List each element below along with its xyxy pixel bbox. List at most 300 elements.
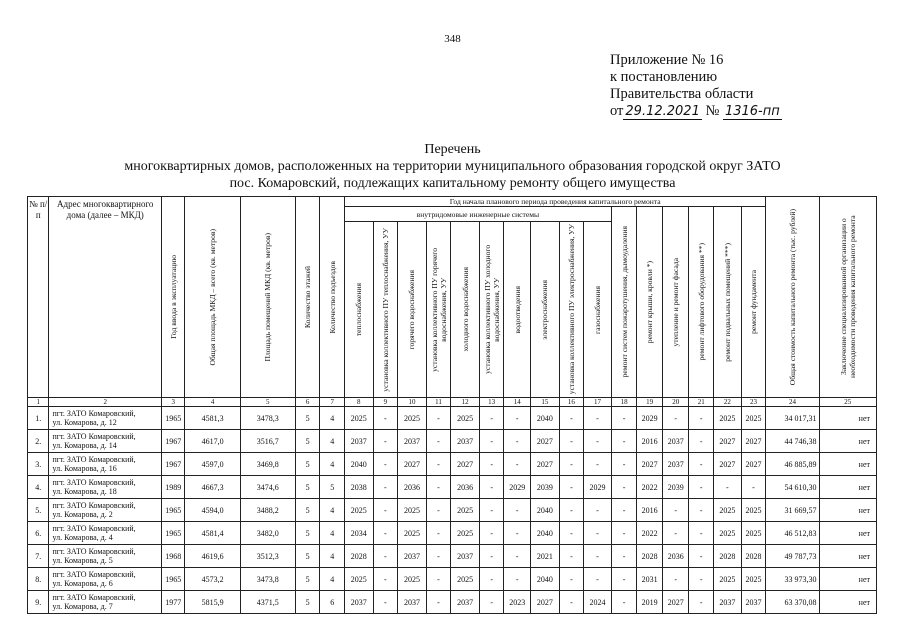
cell-c21: - (689, 545, 714, 568)
cell-floors: 5 (295, 568, 320, 591)
cell-c15: 2040 (531, 499, 560, 522)
address-line: ул. Комарова, д. 5 (52, 556, 113, 565)
cell-c11: - (426, 499, 451, 522)
cell-c10: 2025 (398, 499, 427, 522)
cell-c21: - (689, 430, 714, 453)
cell-c18: - (611, 430, 637, 453)
cell-ent: 4 (320, 522, 345, 545)
cell-c11: - (426, 407, 451, 430)
address-line: ул. Комарова, д. 14 (52, 441, 117, 450)
cell-c8: 2038 (344, 476, 373, 499)
cell-c9: - (373, 476, 398, 499)
row-number-cell: 1. (28, 407, 49, 430)
column-number: 5 (240, 398, 295, 407)
appendix-line: к постановлению (610, 69, 718, 85)
cell-c9: - (373, 522, 398, 545)
conclusion-cell: нет (819, 499, 876, 522)
cell-c14: - (504, 430, 531, 453)
cell-prem: 3473,8 (240, 568, 295, 591)
cell-c13: - (479, 522, 504, 545)
cell-c20: - (662, 568, 689, 591)
address-line: пгт. ЗАТО Комаровский, (52, 454, 136, 464)
cell-c9: - (373, 545, 398, 568)
cell-c23: 2025 (741, 522, 766, 545)
cost-cell: 54 610,30 (766, 476, 819, 499)
row-number-cell: 8. (28, 568, 49, 591)
table-row (28, 568, 877, 591)
cost-cell: 63 370,08 (766, 591, 819, 614)
column-number: 13 (479, 398, 504, 407)
cell-c13: - (479, 407, 504, 430)
cell-floors: 5 (295, 522, 320, 545)
cell-c12: 2037 (451, 591, 480, 614)
cell-year: 1968 (161, 545, 185, 568)
cell-c16: - (559, 545, 584, 568)
col-head-c9: установка коллективного ПУ теплоснабжения, УУ (373, 222, 398, 398)
column-number: 17 (584, 398, 612, 407)
cell-c10: 2025 (398, 568, 427, 591)
cell-c9: - (373, 499, 398, 522)
cell-area: 5815,9 (185, 591, 240, 614)
cell-prem: 3516,7 (240, 430, 295, 453)
table-row (28, 522, 877, 545)
cell-c11: - (426, 453, 451, 476)
cell-ent: 4 (320, 407, 345, 430)
cell-c16: - (559, 591, 584, 614)
cell-c15: 2040 (531, 407, 560, 430)
col-head-plan-period: Год начала планового периода проведения капитального ремонта (344, 197, 765, 207)
column-number: 16 (559, 398, 584, 407)
col-head-c13: установка коллективного ПУ холодного водоснабжения, УУ (479, 222, 504, 398)
cell-c8: 2040 (344, 453, 373, 476)
cell-prem: 3478,3 (240, 407, 295, 430)
cell-c22: 2025 (714, 522, 742, 545)
cell-c12: 2037 (451, 545, 480, 568)
col-head-c23: ремонт фундамента (741, 207, 766, 398)
cell-c14: 2023 (504, 591, 531, 614)
cell-prem: 3488,2 (240, 499, 295, 522)
cell-c21: - (689, 476, 714, 499)
column-number: 23 (741, 398, 766, 407)
title-line: пос. Комаровский, подлежащих капитальному ремонту общего имущества (229, 176, 676, 191)
col-head-total-area: Общая площадь МКД – всего (кв. метров) (185, 197, 240, 398)
cell-area: 4667,3 (185, 476, 240, 499)
cell-c13: - (479, 591, 504, 614)
cell-ent: 5 (320, 476, 345, 499)
cell-c23: 2025 (741, 499, 766, 522)
cell-c15: 2027 (531, 591, 560, 614)
col-head-c10: горячего водоснабжения (398, 222, 427, 398)
cell-prem: 3482,0 (240, 522, 295, 545)
cell-c13: - (479, 568, 504, 591)
cell-c10: 2027 (398, 453, 427, 476)
col-head-c15: электроснабжения (531, 222, 560, 398)
cell-c14: - (504, 499, 531, 522)
cell-c23: 2037 (741, 591, 766, 614)
address-line: ул. Комарова, д. 4 (52, 533, 113, 542)
address-line: ул. Комарова, д. 2 (52, 510, 113, 519)
cell-c16: - (559, 522, 584, 545)
cell-c22: 2028 (714, 545, 742, 568)
cell-c18: - (611, 545, 637, 568)
cell-c8: 2037 (344, 430, 373, 453)
cell-ent: 4 (320, 568, 345, 591)
row-number-cell: 6. (28, 522, 49, 545)
cell-c11: - (426, 591, 451, 614)
conclusion-cell: нет (819, 591, 876, 614)
cell-ent: 4 (320, 430, 345, 453)
column-number: 19 (637, 398, 663, 407)
column-number: 22 (714, 398, 742, 407)
row-number-cell: 4. (28, 476, 49, 499)
column-number: 7 (320, 398, 345, 407)
address-line: ул. Комарова, д. 16 (52, 464, 117, 473)
cell-c15: 2040 (531, 568, 560, 591)
cell-prem: 3469,8 (240, 453, 295, 476)
cell-c20: 2037 (662, 430, 689, 453)
cell-c18: - (611, 453, 637, 476)
col-head-c16: установка коллективного ПУ электроснабжения, УУ (559, 222, 584, 398)
cell-floors: 5 (295, 453, 320, 476)
document-title (0, 141, 905, 192)
cell-area: 4581,4 (185, 522, 240, 545)
cell-c17: - (584, 522, 612, 545)
col-head-address: Адрес многоквартирного дома (далее – МКД) (49, 197, 161, 398)
appendix-block (610, 52, 782, 120)
cell-c19: 2029 (637, 407, 663, 430)
conclusion-cell: нет (819, 545, 876, 568)
cell-c18: - (611, 476, 637, 499)
cell-floors: 5 (295, 591, 320, 614)
column-number: 18 (611, 398, 637, 407)
cell-c21: - (689, 568, 714, 591)
cell-area: 4594,0 (185, 499, 240, 522)
cell-c9: - (373, 568, 398, 591)
cell-area: 4617,0 (185, 430, 240, 453)
cell-ent: 6 (320, 591, 345, 614)
column-number: 20 (662, 398, 689, 407)
address-cell (49, 591, 161, 614)
cell-area: 4619,6 (185, 545, 240, 568)
address-line: ул. Комарова, д. 6 (52, 579, 113, 588)
cell-c22: 2025 (714, 568, 742, 591)
cell-year: 1989 (161, 476, 185, 499)
row-number-cell: 3. (28, 453, 49, 476)
cell-c14: - (504, 522, 531, 545)
col-head-c8: теплоснабжения (344, 222, 373, 398)
cell-year: 1965 (161, 522, 185, 545)
cell-c13: - (479, 476, 504, 499)
table-row (28, 499, 877, 522)
column-number: 11 (426, 398, 451, 407)
cell-c16: - (559, 407, 584, 430)
cell-c21: - (689, 522, 714, 545)
table-row (28, 453, 877, 476)
cell-prem: 3474,6 (240, 476, 295, 499)
col-head-c20: утепление и ремонт фасада (662, 207, 689, 398)
cell-year: 1965 (161, 407, 185, 430)
cell-c14: - (504, 568, 531, 591)
handwritten-date: 29.12.2021 (625, 104, 700, 119)
title-line: многоквартирных домов, расположенных на территории муниципального образования городской округ ЗАТО (124, 159, 781, 174)
cell-c19: 2031 (637, 568, 663, 591)
cell-c21: - (689, 407, 714, 430)
cell-c20: - (662, 499, 689, 522)
cell-c19: 2016 (637, 430, 663, 453)
cell-c8: 2028 (344, 545, 373, 568)
appendix-line: Приложение № 16 (610, 52, 724, 68)
cell-c17: - (584, 453, 612, 476)
handwritten-number: 1316-пп (724, 104, 780, 119)
cell-c11: - (426, 545, 451, 568)
address-line: ул. Комарова, д. 18 (52, 487, 117, 496)
cell-c20: - (662, 407, 689, 430)
col-head-c14: водоотведения (504, 222, 531, 398)
cell-c12: 2036 (451, 476, 480, 499)
cell-c23: - (741, 476, 766, 499)
conclusion-cell: нет (819, 430, 876, 453)
cell-c20: 2027 (662, 591, 689, 614)
appendix-line: Правительства области (610, 86, 754, 102)
cell-prem: 4371,5 (240, 591, 295, 614)
conclusion-cell: нет (819, 453, 876, 476)
col-head-floors: Количество этажей (295, 197, 320, 398)
cell-c20: 2037 (662, 453, 689, 476)
column-number: 3 (161, 398, 185, 407)
table-row (28, 476, 877, 499)
cell-c17: - (584, 430, 612, 453)
column-number: 25 (819, 398, 876, 407)
cell-c14: - (504, 545, 531, 568)
address-cell (49, 568, 161, 591)
cell-c13: - (479, 499, 504, 522)
address-line: пгт. ЗАТО Комаровский, (52, 408, 136, 418)
cell-c18: - (611, 591, 637, 614)
cell-c15: 2039 (531, 476, 560, 499)
column-number: 4 (185, 398, 240, 407)
address-line: пгт. ЗАТО Комаровский, (52, 523, 136, 533)
col-head-premises-area: Площадь помещений МКД (кв. метров) (240, 197, 295, 398)
col-head-num: № п/п (28, 197, 49, 398)
address-cell (49, 430, 161, 453)
column-number: 15 (531, 398, 560, 407)
cell-c23: 2025 (741, 568, 766, 591)
cell-floors: 5 (295, 476, 320, 499)
address-line: пгт. ЗАТО Комаровский, (52, 546, 136, 556)
address-line: пгт. ЗАТО Комаровский, (52, 592, 136, 602)
row-number-cell: 2. (28, 430, 49, 453)
col-head-year: Год ввода в эксплуатацию (161, 197, 185, 398)
cell-c17: 2024 (584, 591, 612, 614)
cell-c13: - (479, 545, 504, 568)
cell-c22: 2037 (714, 591, 742, 614)
cell-year: 1977 (161, 591, 185, 614)
column-number: 9 (373, 398, 398, 407)
cell-c8: 2025 (344, 499, 373, 522)
cell-year: 1965 (161, 568, 185, 591)
cell-c17: - (584, 407, 612, 430)
cell-area: 4597,0 (185, 453, 240, 476)
address-cell (49, 453, 161, 476)
col-head-cost: Общая стоимость капитального ремонта (тыс. рублей) (766, 197, 819, 398)
cell-c21: - (689, 453, 714, 476)
col-head-entrances: Количество подъездов (320, 197, 345, 398)
cell-c23: 2028 (741, 545, 766, 568)
cell-c16: - (559, 430, 584, 453)
cell-c18: - (611, 407, 637, 430)
cell-c23: 2027 (741, 430, 766, 453)
cost-cell: 44 746,38 (766, 430, 819, 453)
cell-c17: - (584, 545, 612, 568)
cell-c8: 2025 (344, 568, 373, 591)
address-cell (49, 407, 161, 430)
address-line: ул. Комарова, д. 7 (52, 602, 113, 611)
cell-c23: 2027 (741, 453, 766, 476)
from-label: от (610, 103, 624, 119)
cell-c8: 2025 (344, 407, 373, 430)
column-number-row (28, 398, 877, 407)
cell-c22: 2025 (714, 407, 742, 430)
cell-c19: 2022 (637, 522, 663, 545)
column-number: 6 (295, 398, 320, 407)
cell-c17: - (584, 568, 612, 591)
column-number: 21 (689, 398, 714, 407)
cell-c19: 2027 (637, 453, 663, 476)
cell-c16: - (559, 453, 584, 476)
cell-c15: 2027 (531, 453, 560, 476)
cell-c17: - (584, 499, 612, 522)
cell-floors: 5 (295, 407, 320, 430)
col-head-c19: ремонт крыши, кровли *) (637, 207, 663, 398)
cell-c20: - (662, 522, 689, 545)
cell-c18: - (611, 568, 637, 591)
cell-c22: 2027 (714, 453, 742, 476)
cell-c9: - (373, 591, 398, 614)
appendix-date-line (610, 103, 782, 120)
cell-c20: 2039 (662, 476, 689, 499)
cell-c12: 2025 (451, 499, 480, 522)
page-number: 348 (444, 33, 461, 45)
cell-c11: - (426, 568, 451, 591)
address-line: пгт. ЗАТО Комаровский, (52, 431, 136, 441)
cell-c22: - (714, 476, 742, 499)
address-cell (49, 545, 161, 568)
cell-c21: - (689, 591, 714, 614)
cell-floors: 5 (295, 499, 320, 522)
cell-c8: 2034 (344, 522, 373, 545)
cost-cell: 31 669,57 (766, 499, 819, 522)
cell-year: 1967 (161, 430, 185, 453)
cell-c14: 2029 (504, 476, 531, 499)
address-cell (49, 499, 161, 522)
cell-c19: 2019 (637, 591, 663, 614)
conclusion-cell: нет (819, 522, 876, 545)
address-line: пгт. ЗАТО Комаровский, (52, 569, 136, 579)
cell-c11: - (426, 430, 451, 453)
col-head-c18: ремонт систем пожаротушения, дымоудаления (611, 207, 637, 398)
table-row (28, 430, 877, 453)
column-number: 24 (766, 398, 819, 407)
conclusion-cell: нет (819, 568, 876, 591)
cell-c17: 2029 (584, 476, 612, 499)
cell-c11: - (426, 522, 451, 545)
cell-c16: - (559, 499, 584, 522)
col-head-conclusion: Заключение специализированной организации о необходимости проведения капитального ремонта (819, 197, 876, 398)
cell-c19: 2028 (637, 545, 663, 568)
cell-c20: 2036 (662, 545, 689, 568)
cell-c10: 2025 (398, 522, 427, 545)
col-head-c11: установка коллективного ПУ горячего водоснабжения, УУ (426, 222, 451, 398)
row-number-cell: 7. (28, 545, 49, 568)
address-line: пгт. ЗАТО Комаровский, (52, 477, 136, 487)
column-number: 10 (398, 398, 427, 407)
cell-c8: 2037 (344, 591, 373, 614)
cell-floors: 5 (295, 430, 320, 453)
cell-c12: 2037 (451, 430, 480, 453)
number-label: № (705, 103, 720, 119)
cell-c10: 2036 (398, 476, 427, 499)
cell-c18: - (611, 522, 637, 545)
address-line: ул. Комарова, д. 12 (52, 418, 117, 427)
row-number-cell: 9. (28, 591, 49, 614)
cell-c16: - (559, 476, 584, 499)
cell-c10: 2037 (398, 430, 427, 453)
cell-c12: 2025 (451, 522, 480, 545)
cell-c23: 2025 (741, 407, 766, 430)
cell-area: 4581,3 (185, 407, 240, 430)
title-line: Перечень (424, 142, 481, 157)
cell-c15: 2040 (531, 522, 560, 545)
col-head-c22: ремонт подвальных помещений ***) (714, 207, 742, 398)
cell-prem: 3512,3 (240, 545, 295, 568)
cell-c19: 2016 (637, 499, 663, 522)
col-head-c17: газоснабжения (584, 222, 612, 398)
column-number: 14 (504, 398, 531, 407)
cell-year: 1967 (161, 453, 185, 476)
repair-table (27, 196, 877, 614)
cost-cell: 46 885,89 (766, 453, 819, 476)
cost-cell: 34 017,31 (766, 407, 819, 430)
cell-c19: 2022 (637, 476, 663, 499)
cell-area: 4573,2 (185, 568, 240, 591)
cell-c18: - (611, 499, 637, 522)
column-number: 1 (28, 398, 49, 407)
cell-c13: - (479, 453, 504, 476)
cell-c9: - (373, 407, 398, 430)
cell-c22: 2025 (714, 499, 742, 522)
cell-c9: - (373, 430, 398, 453)
header-row (28, 197, 877, 207)
cell-ent: 4 (320, 545, 345, 568)
cell-c21: - (689, 499, 714, 522)
cell-c10: 2025 (398, 407, 427, 430)
cell-c10: 2037 (398, 545, 427, 568)
cell-ent: 4 (320, 453, 345, 476)
conclusion-cell: нет (819, 476, 876, 499)
cell-c10: 2037 (398, 591, 427, 614)
table-row (28, 545, 877, 568)
cell-c12: 2025 (451, 407, 480, 430)
cell-c12: 2025 (451, 568, 480, 591)
cost-cell: 49 787,73 (766, 545, 819, 568)
cell-c13: - (479, 430, 504, 453)
address-line: пгт. ЗАТО Комаровский, (52, 500, 136, 510)
cell-c15: 2027 (531, 430, 560, 453)
cell-c16: - (559, 568, 584, 591)
row-number-cell: 5. (28, 499, 49, 522)
table-row (28, 407, 877, 430)
cell-c15: 2021 (531, 545, 560, 568)
